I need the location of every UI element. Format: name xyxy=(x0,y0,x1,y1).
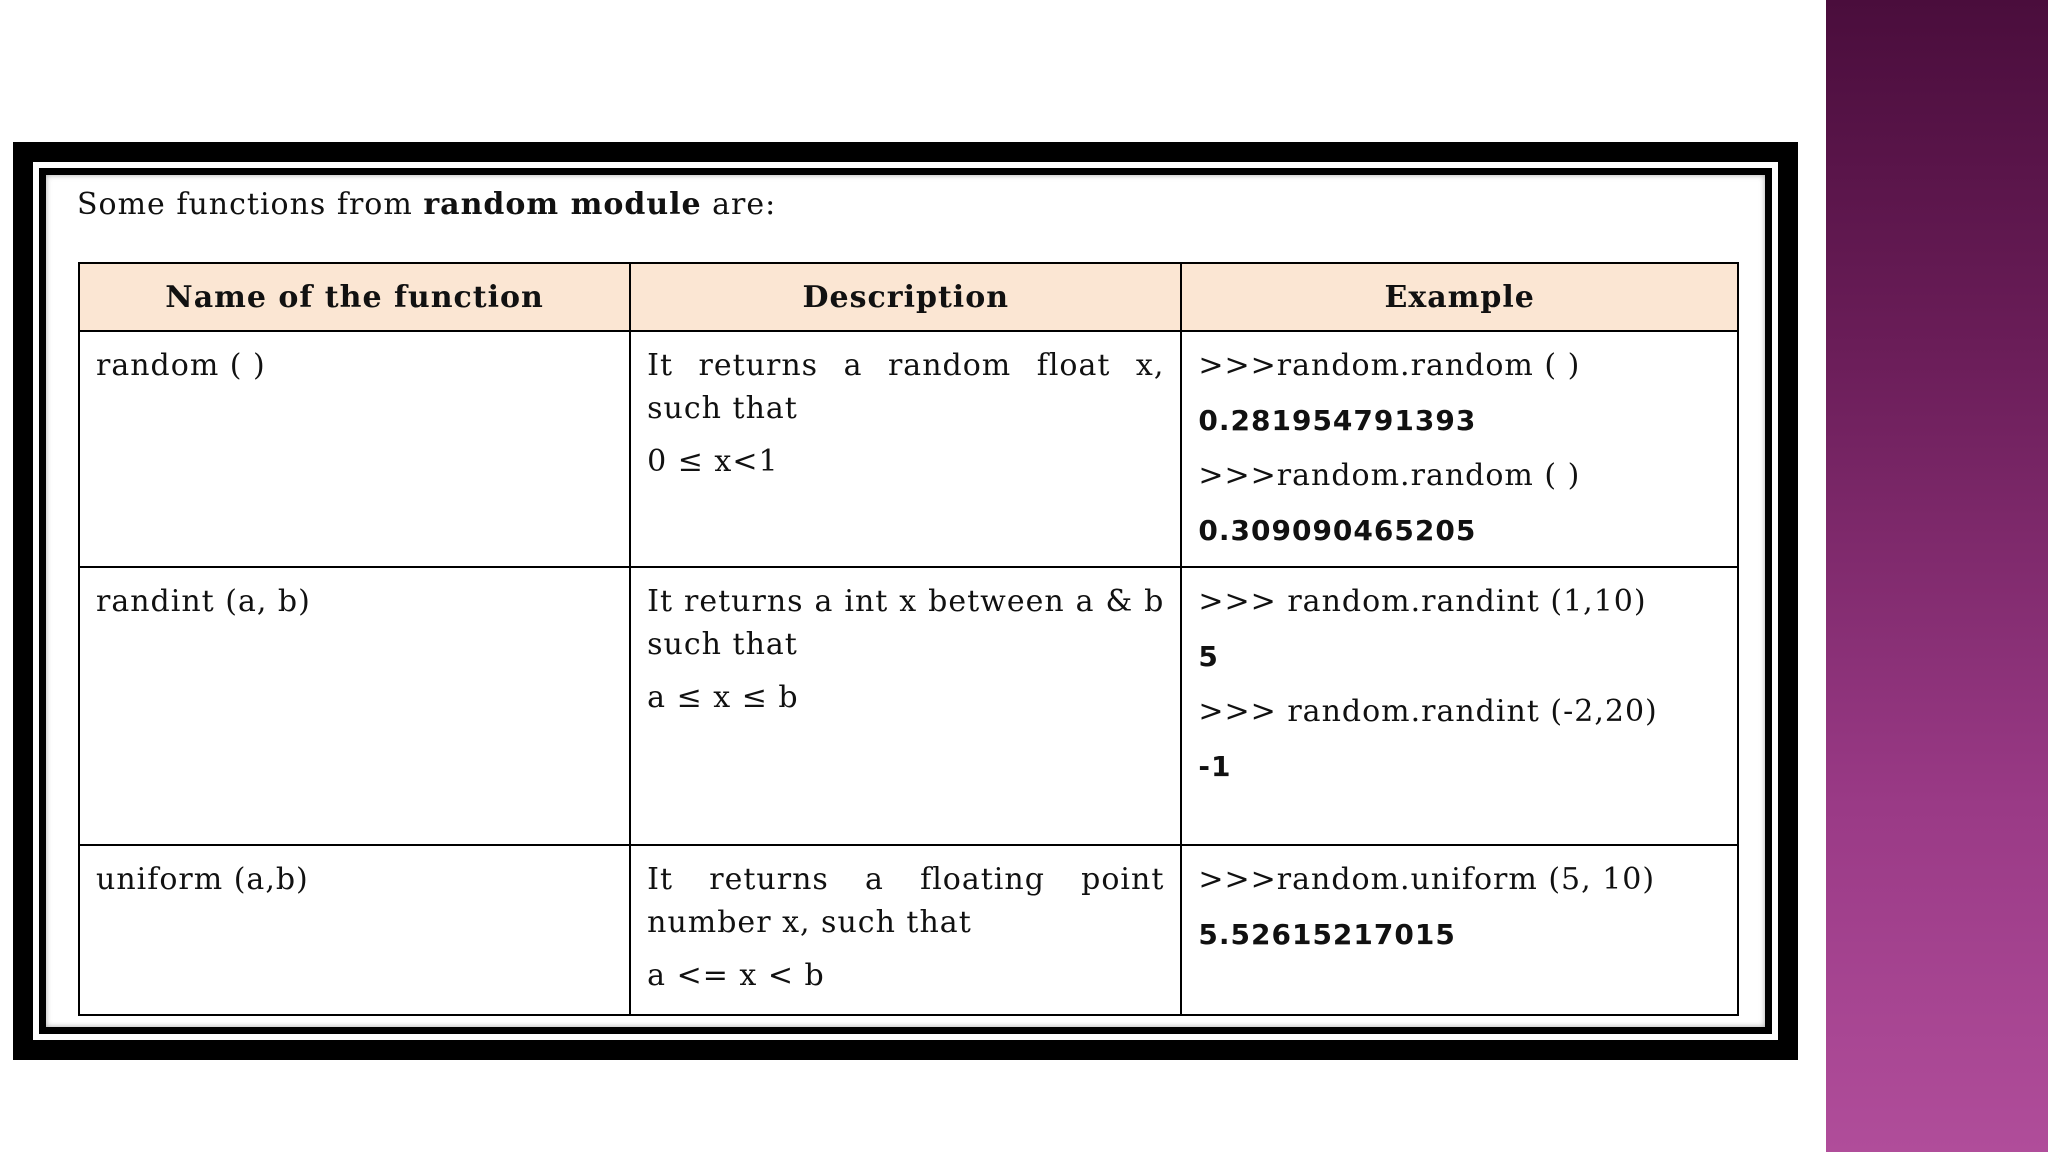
description-condition: a <= x < b xyxy=(647,958,825,993)
header-name: Name of the function xyxy=(79,263,630,331)
header-example: Example xyxy=(1181,263,1738,331)
description-text: It returns a random float x, such that xyxy=(647,348,1165,426)
description-condition: a ≤ x ≤ b xyxy=(647,680,799,715)
intro-bold: random module xyxy=(423,187,702,222)
description-text: It returns a int x between a & b such that xyxy=(647,584,1165,662)
frame-content xyxy=(46,175,1765,1027)
table-row xyxy=(79,567,1738,845)
example-code: >>>random.random ( ) xyxy=(1198,348,1581,383)
functions-table xyxy=(78,262,1739,1016)
example-output: -1 xyxy=(1198,750,1232,783)
description-condition: 0 ≤ x<1 xyxy=(647,444,779,479)
function-description xyxy=(630,845,1181,1015)
function-example xyxy=(1181,845,1738,1015)
example-code: >>>random.uniform (5, 10) xyxy=(1198,862,1656,897)
function-example xyxy=(1181,567,1738,845)
example-output: 5 xyxy=(1198,640,1219,673)
intro-prefix: Some functions from xyxy=(77,187,424,222)
intro-text xyxy=(77,187,776,222)
table-frame xyxy=(13,142,1798,1060)
example-output: 5.52615217015 xyxy=(1198,918,1456,951)
intro-suffix: are: xyxy=(701,187,777,222)
table-header-row xyxy=(79,263,1738,331)
header-description: Description xyxy=(630,263,1181,331)
function-example xyxy=(1181,331,1738,567)
table-row xyxy=(79,331,1738,567)
description-text: It returns a floating point number x, such that xyxy=(647,862,1165,940)
function-description xyxy=(630,331,1181,567)
example-output: 0.281954791393 xyxy=(1198,404,1477,437)
example-code: >>> random.randint (-2,20) xyxy=(1198,694,1658,729)
function-name: randint (a, b) xyxy=(79,567,630,845)
function-description xyxy=(630,567,1181,845)
example-code: >>> random.randint (1,10) xyxy=(1198,584,1647,619)
function-name: uniform (a,b) xyxy=(79,845,630,1015)
decorative-side-band xyxy=(1826,0,2048,1152)
example-output: 0.309090465205 xyxy=(1198,514,1477,547)
function-name: random ( ) xyxy=(79,331,630,567)
table-row xyxy=(79,845,1738,1015)
example-code: >>>random.random ( ) xyxy=(1198,458,1581,493)
